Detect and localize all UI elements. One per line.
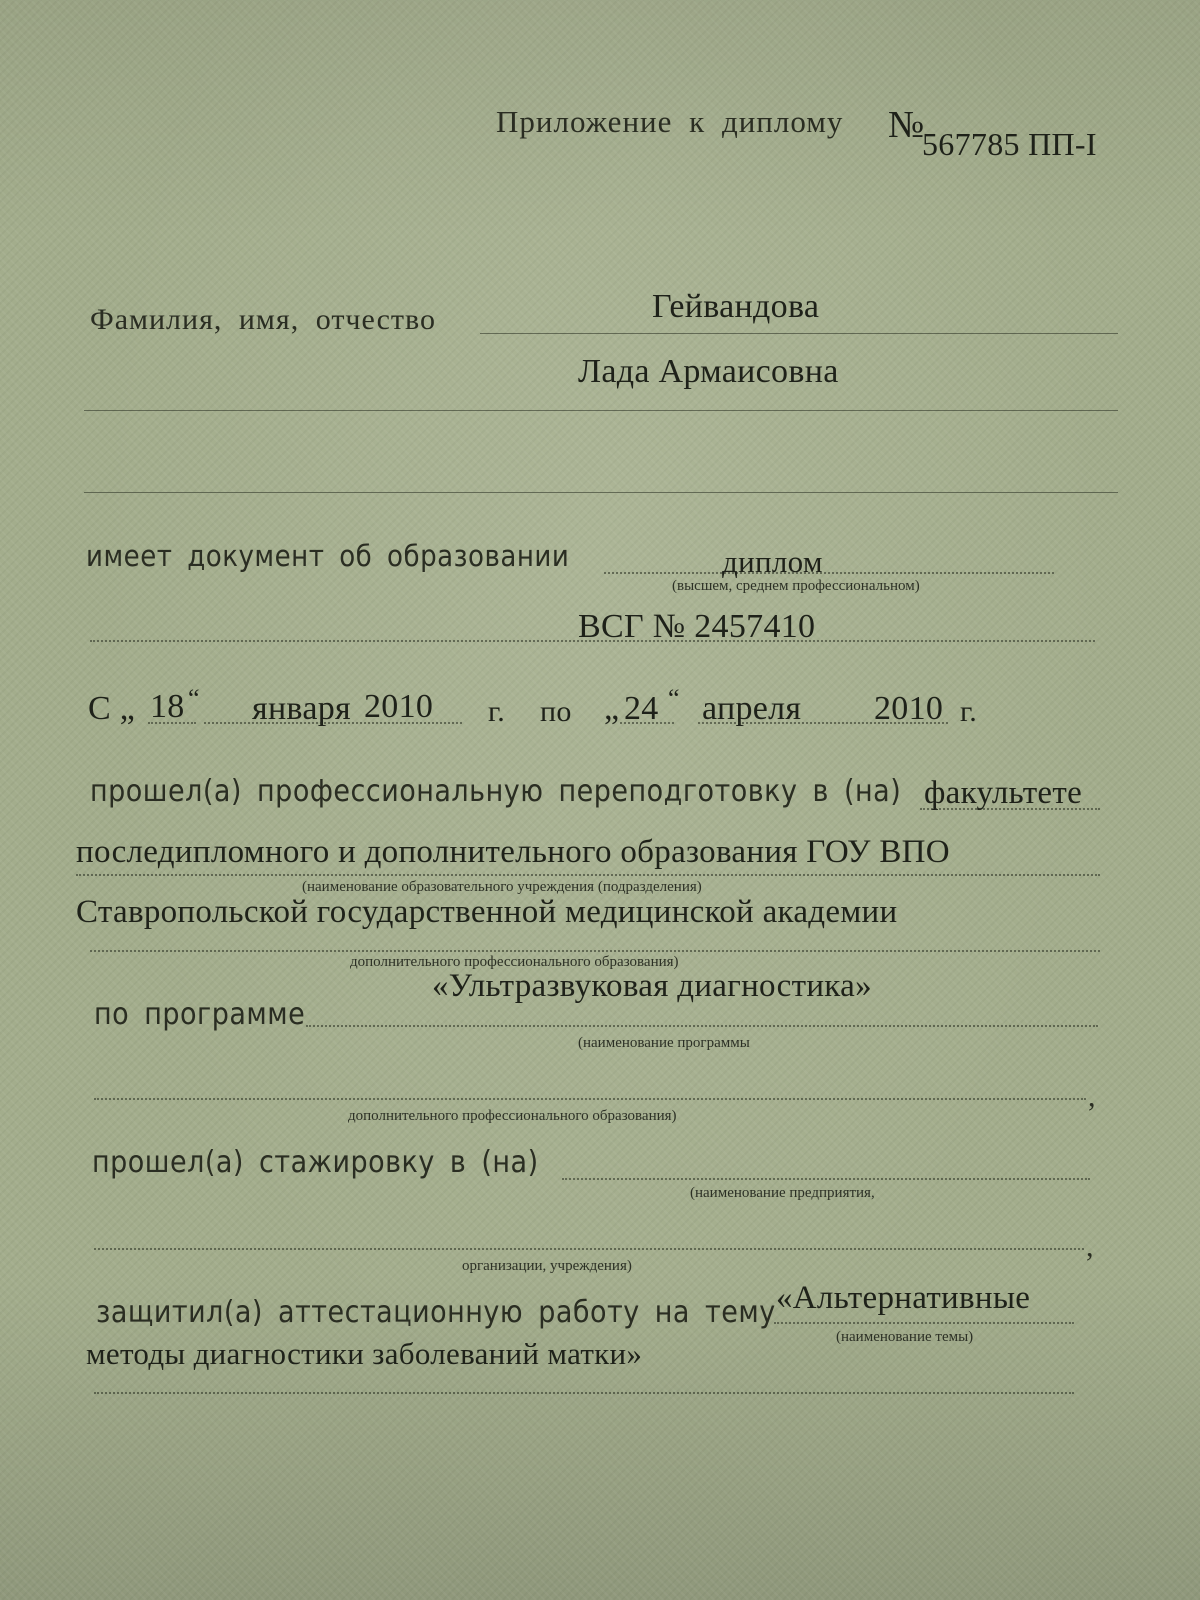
period-from-day: 18 <box>150 688 185 725</box>
thesis-caption: (наименование темы) <box>836 1329 974 1345</box>
retraining-caption-1: (наименование образовательного учреждения (подразделения) <box>302 879 702 895</box>
education-caption: (высшем, среднем профессиональном) <box>672 578 920 594</box>
fio-label: Фамилия, имя, отчество <box>90 303 436 336</box>
supplement-title: Приложение к диплому <box>496 104 844 139</box>
internship-dots-1 <box>562 1178 1090 1180</box>
retraining-faculty: факультете <box>924 775 1083 811</box>
period-to-day-dots <box>620 722 674 724</box>
period-to-day: 24 <box>624 690 659 727</box>
retraining-label: прошел(а) профессиональную переподготовку в (на) <box>90 774 902 809</box>
retraining-dots-1 <box>920 808 1100 810</box>
education-doc-type: диплом <box>722 544 823 579</box>
internship-label: прошел(а) стажировку в (на) <box>92 1145 539 1180</box>
education-label: имеет документ об образовании <box>86 539 570 573</box>
internship-caption-1: (наименование предприятия, <box>690 1185 875 1201</box>
fio-underline-2 <box>84 410 1118 411</box>
education-dots-2 <box>90 640 1095 642</box>
number-sign: № <box>888 104 925 146</box>
thesis-topic-line-2: методы диагностики заболеваний матки» <box>86 1336 643 1371</box>
education-series-number: ВСГ № 2457410 <box>578 608 816 645</box>
thesis-dots-2 <box>94 1392 1074 1394</box>
period-from-prefix: С „ <box>88 690 136 727</box>
fio-underline <box>480 333 1118 334</box>
retraining-institution: Ставропольской государственной медицинской академии <box>76 894 898 930</box>
program-label: по программе <box>94 997 306 1032</box>
program-caption-1: (наименование программы <box>578 1035 750 1051</box>
period-to-quote: “ <box>668 684 680 713</box>
period-g2: г. <box>960 695 978 728</box>
internship-dots-2 <box>94 1248 1084 1250</box>
period-to-year: 2010 <box>874 690 944 727</box>
period-from-day-dots <box>148 722 196 724</box>
period-from-year: 2010 <box>364 688 434 725</box>
period-g1: г. <box>488 695 506 728</box>
program-dots-1 <box>306 1025 1098 1027</box>
retraining-caption-2: дополнительного профессионального образования) <box>350 954 679 970</box>
thesis-label: защитил(а) аттестационную работу на тему <box>96 1295 776 1330</box>
retraining-faculty-name: последипломного и дополнительного образования ГОУ ВПО <box>76 834 950 870</box>
internship-caption-2: организации, учреждения) <box>462 1258 632 1274</box>
fio-surname: Гейвандова <box>652 288 820 325</box>
period-to-open: „ <box>604 690 620 727</box>
period-from-month: января <box>252 690 351 727</box>
thesis-topic-line-1: «Альтернативные <box>776 1280 1031 1316</box>
retraining-dots-3 <box>90 950 1100 952</box>
fio-underline-3 <box>84 492 1118 493</box>
period-to-prefix: по <box>540 695 572 728</box>
program-comma: , <box>1088 1080 1096 1113</box>
period-from-quote: “ <box>188 684 200 713</box>
program-name: «Ультразвуковая диагностика» <box>432 968 872 1004</box>
fio-name-patronymic: Лада Армаисовна <box>578 353 839 390</box>
education-dots <box>604 572 1054 574</box>
supplement-number: 567785 ПП-I <box>922 126 1097 162</box>
thesis-dots-1 <box>774 1322 1074 1324</box>
program-dots-2 <box>94 1098 1086 1100</box>
period-from-dots <box>204 722 462 724</box>
retraining-dots-2 <box>76 874 1100 876</box>
period-to-dots <box>698 722 948 724</box>
period-to-month: апреля <box>702 690 802 727</box>
internship-comma: , <box>1086 1230 1094 1263</box>
program-caption-2: дополнительного профессионального образования) <box>348 1108 677 1124</box>
